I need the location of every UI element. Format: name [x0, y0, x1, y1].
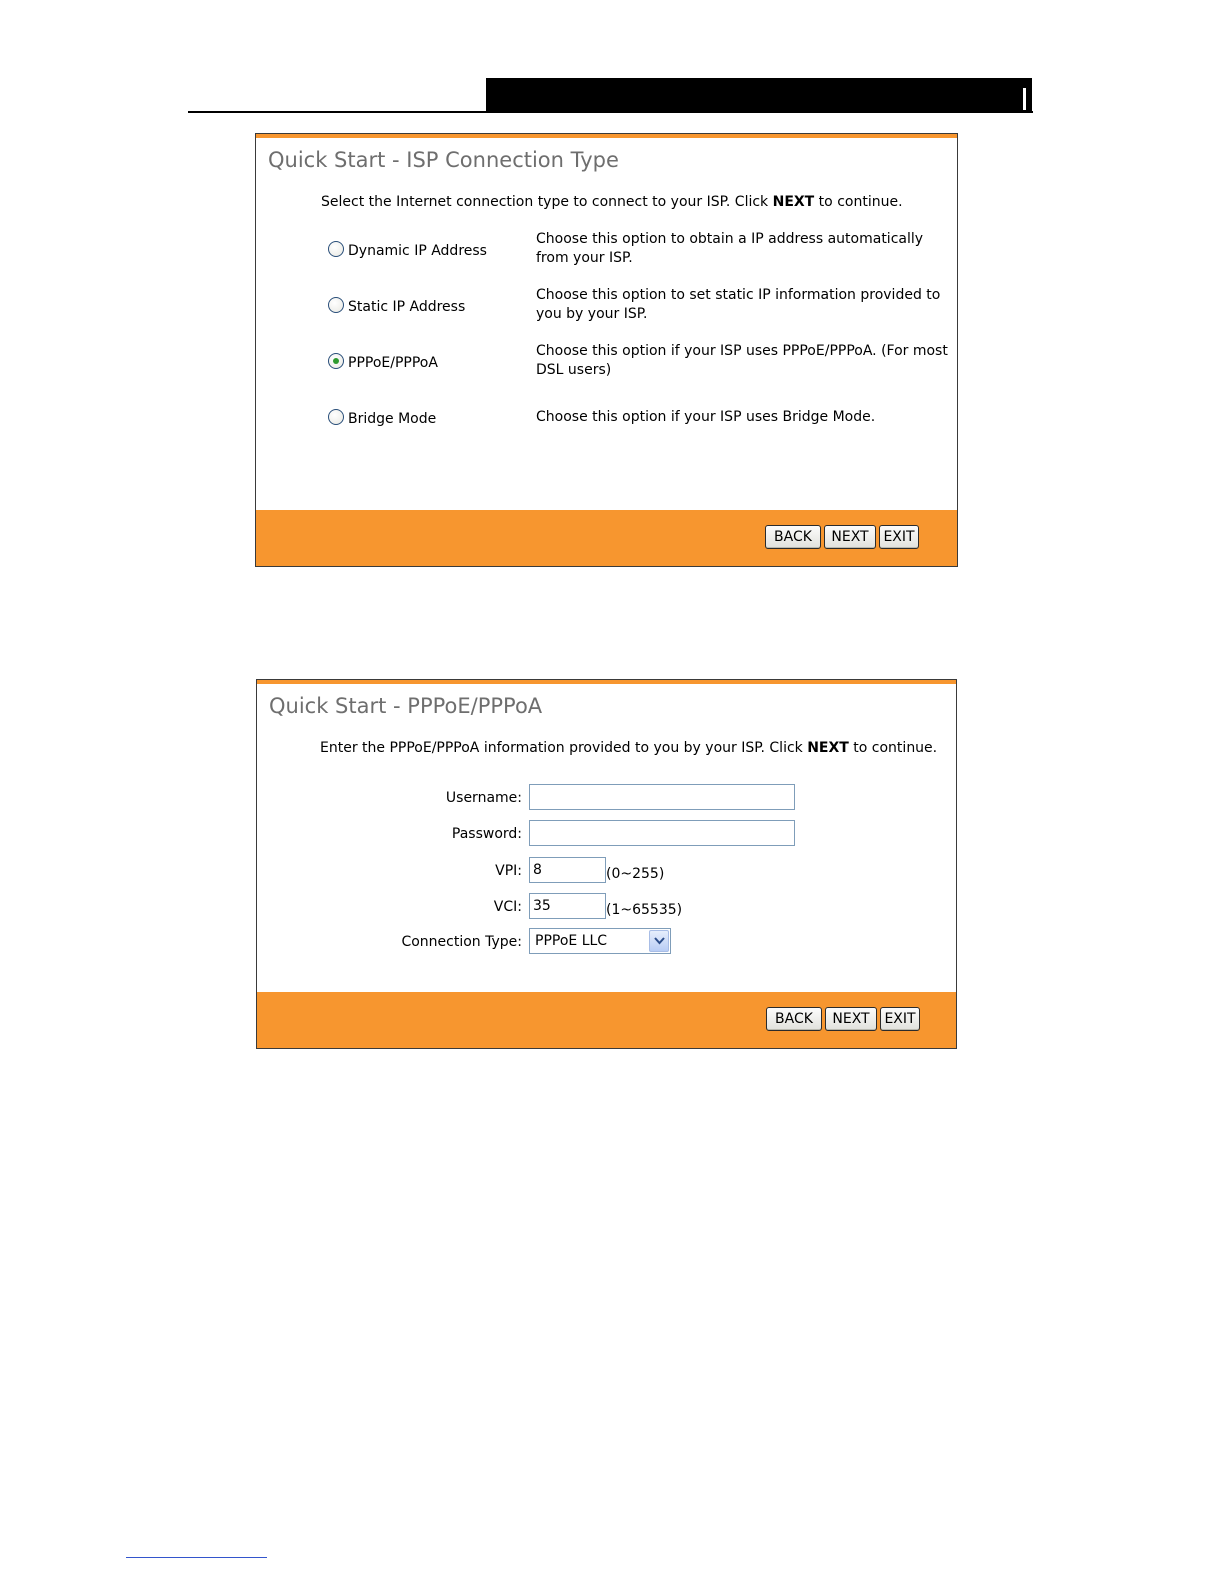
radio-dynamic-ip[interactable]	[328, 241, 344, 257]
radio-bridge-mode[interactable]	[328, 409, 344, 425]
intro-text	[321, 194, 903, 210]
back-button[interactable]: BACK	[765, 525, 821, 549]
intro-text-end: to continue.	[848, 740, 938, 756]
isp-connection-type-panel	[255, 133, 958, 567]
password-field[interactable]	[529, 820, 795, 846]
intro-text-bold: NEXT	[772, 194, 815, 210]
intro-text-start: Select the Internet connection type to connect to your ISP. Click	[321, 194, 773, 210]
radio-pppoe-pppoa[interactable]	[328, 353, 344, 369]
next-button[interactable]: NEXT	[824, 525, 876, 549]
panel-top-stripe	[257, 680, 956, 684]
header-bar	[486, 78, 1032, 113]
username-field[interactable]	[529, 784, 795, 810]
panel-top-stripe	[256, 134, 957, 138]
option-desc-bridge-mode: Choose this option if your ISP uses Bridge Mode.	[536, 409, 876, 425]
connection-type-select[interactable]	[529, 928, 671, 954]
header-tick	[1023, 88, 1026, 110]
footnote-rule	[126, 1557, 267, 1558]
exit-button[interactable]: EXIT	[880, 1007, 920, 1031]
vci-field[interactable]: 35	[529, 893, 606, 919]
radio-static-ip[interactable]	[328, 297, 344, 313]
option-desc-pppoe-pppoa: Choose this option if your ISP uses PPPoE/PPPoA. (For most DSL users)	[536, 343, 948, 378]
option-label-dynamic-ip: Dynamic IP Address	[348, 243, 487, 259]
vci-range-hint: (1~65535)	[606, 902, 683, 918]
option-label-bridge-mode: Bridge Mode	[348, 411, 437, 427]
pppoe-pppoa-panel	[256, 679, 957, 1049]
back-button[interactable]: BACK	[766, 1007, 822, 1031]
username-label: Username:	[445, 790, 522, 806]
panel-footer	[256, 510, 957, 566]
intro-text-start: Enter the PPPoE/PPPoA information provided to you by your ISP. Click	[320, 740, 808, 756]
connection-type-label: Connection Type:	[401, 934, 522, 950]
vci-label: VCI:	[493, 899, 522, 915]
exit-button[interactable]: EXIT	[879, 525, 919, 549]
intro-text	[320, 740, 937, 756]
option-label-static-ip: Static IP Address	[348, 299, 466, 315]
intro-text-bold: NEXT	[807, 740, 849, 756]
connection-type-value: PPPoE LLC	[535, 933, 608, 949]
vpi-range-hint: (0~255)	[606, 866, 665, 882]
password-label: Password:	[451, 826, 522, 842]
radio-selected-dot	[333, 358, 339, 364]
vpi-field[interactable]: 8	[529, 857, 606, 883]
page-title: Quick Start - PPPoE/PPPoA	[269, 694, 543, 718]
option-label-pppoe-pppoa: PPPoE/PPPoA	[348, 355, 438, 371]
intro-text-end: to continue.	[814, 194, 903, 210]
page-title: Quick Start - ISP Connection Type	[268, 148, 619, 172]
option-desc-dynamic-ip: Choose this option to obtain a IP address automatically from your ISP.	[536, 231, 924, 266]
next-button[interactable]: NEXT	[825, 1007, 877, 1031]
option-desc-static-ip: Choose this option to set static IP information provided to you by your ISP.	[536, 287, 941, 322]
chevron-down-icon[interactable]	[649, 930, 669, 952]
panel-footer	[257, 992, 956, 1048]
vpi-label: VPI:	[495, 863, 522, 879]
